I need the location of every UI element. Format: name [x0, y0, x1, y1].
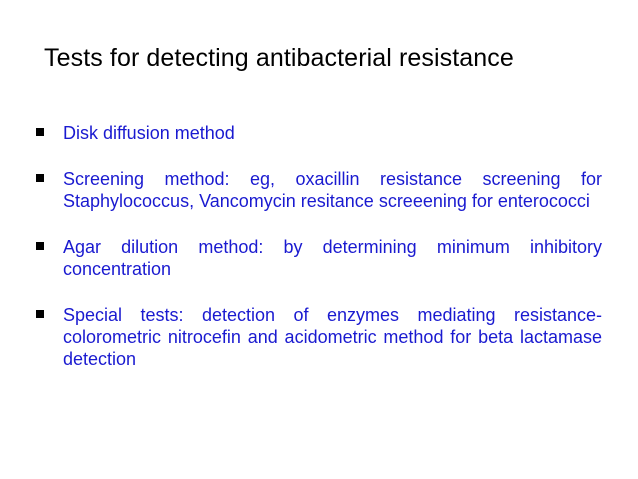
- bullet-text: Screening method: eg, oxacillin resistance screening for Staphylococcus, Vancomycin resitance screeening for enterococci: [63, 169, 602, 211]
- bullet-text: Agar dilution method: by determining minimum inhibitory concentration: [63, 237, 602, 279]
- slide-title: Tests for detecting antibacterial resistance: [44, 44, 514, 72]
- bullet-list: [36, 122, 602, 394]
- bullet-item: [36, 304, 602, 370]
- bullet-item: [36, 168, 602, 212]
- square-bullet-icon: [36, 310, 44, 318]
- square-bullet-icon: [36, 174, 44, 182]
- bullet-item: [36, 236, 602, 280]
- square-bullet-icon: [36, 128, 44, 136]
- bullet-item: [36, 122, 602, 144]
- bullet-text: Disk diffusion method: [63, 123, 235, 143]
- bullet-text: Special tests: detection of enzymes mediating resistance- colorometric nitrocefin and acidometric method for beta lactamase detection: [63, 305, 602, 369]
- square-bullet-icon: [36, 242, 44, 250]
